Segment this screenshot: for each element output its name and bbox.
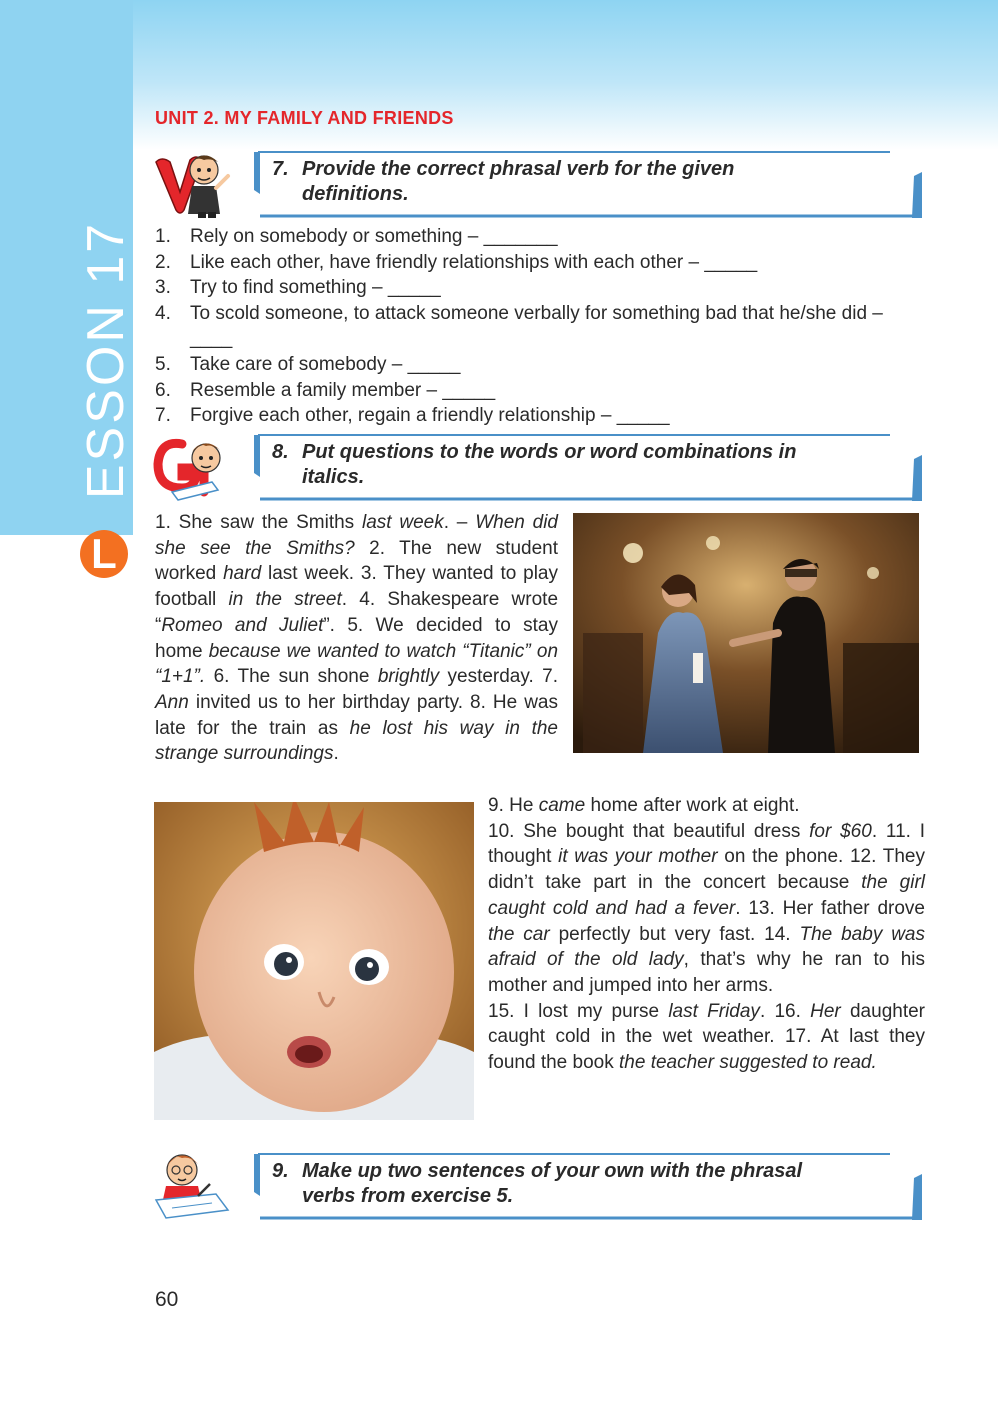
list-item: 6. Resemble a family member – _____: [155, 379, 496, 401]
list-item: 5. Take care of somebody – _____: [155, 353, 461, 375]
list-item: 4. To scold someone, to attack someone verbally for something bad that he/she did – ____: [155, 302, 883, 350]
lesson-letter-badge: L: [80, 530, 128, 578]
grammar-mascot-icon: [152, 432, 234, 504]
exercise-7-banner: [250, 150, 922, 220]
unit-title: UNIT 2. MY FAMILY AND FRIENDS: [155, 108, 454, 128]
writing-mascot-icon: [152, 1148, 232, 1220]
page-number: 60: [155, 1288, 179, 1311]
list-item: 2. Like each other, have friendly relationships with each other – _____: [155, 251, 758, 273]
list-item: 3. Try to find something – _____: [155, 277, 441, 299]
exercise-9-banner: [250, 1152, 922, 1222]
list-item: 1. Rely on somebody or something – _______: [155, 226, 558, 247]
list-item: 7. Forgive each other, regain a friendly relationship – _____: [155, 405, 670, 427]
lesson-label: ESSON 17: [77, 220, 135, 500]
exercise-8-title: 8. Put questions to the words or word combinations in italics.: [272, 441, 797, 488]
vocabulary-mascot-icon: [152, 148, 232, 220]
ballroom-dance-photo: [573, 513, 919, 753]
definitions-list: [155, 224, 915, 429]
exercise-8-text-part2: 9. He came home after work at eight. 10. She bought that beautiful dress for $60. 11. I thought it was your mother on the phone. 12. They didn’t take part in the concert because the girl caught cold and had a fever. 13. Her father drove the car perfectly but very fast. 14. The baby was afraid of the old lady, that’s why he ran to his mother and jumped into her arms. 15. I lost my purse last Friday. 16. Her daughter caught cold in the wet weather. 17. At last they found the book the teacher suggested to read.: [488, 795, 925, 1074]
exercise-8-banner: [250, 433, 922, 503]
exercise-8-text-part1: 1. She saw the Smiths last week. – When did she see the Smiths? 2. The new student worked hard last week. 3. They wanted to play football in the street. 4. Shakespeare wrote “Romeo and Juliet”. 5. We decided to stay home because we wanted to watch “Titanic” on “1+1”. 6. The sun shone brightly yesterday. 7. Ann invited us to her birthday party. 8. He was late for the train as he lost his way in the strange surroundings.: [155, 512, 559, 765]
exercise-9-title: 9. Make up two sentences of your own with the phrasal verbs from exercise 5.: [272, 1160, 803, 1207]
exercise-7-title: 7. Provide the correct phrasal verb for the given definitions.: [272, 158, 735, 205]
surprised-baby-photo: [154, 802, 474, 1120]
header-band: [0, 0, 998, 150]
